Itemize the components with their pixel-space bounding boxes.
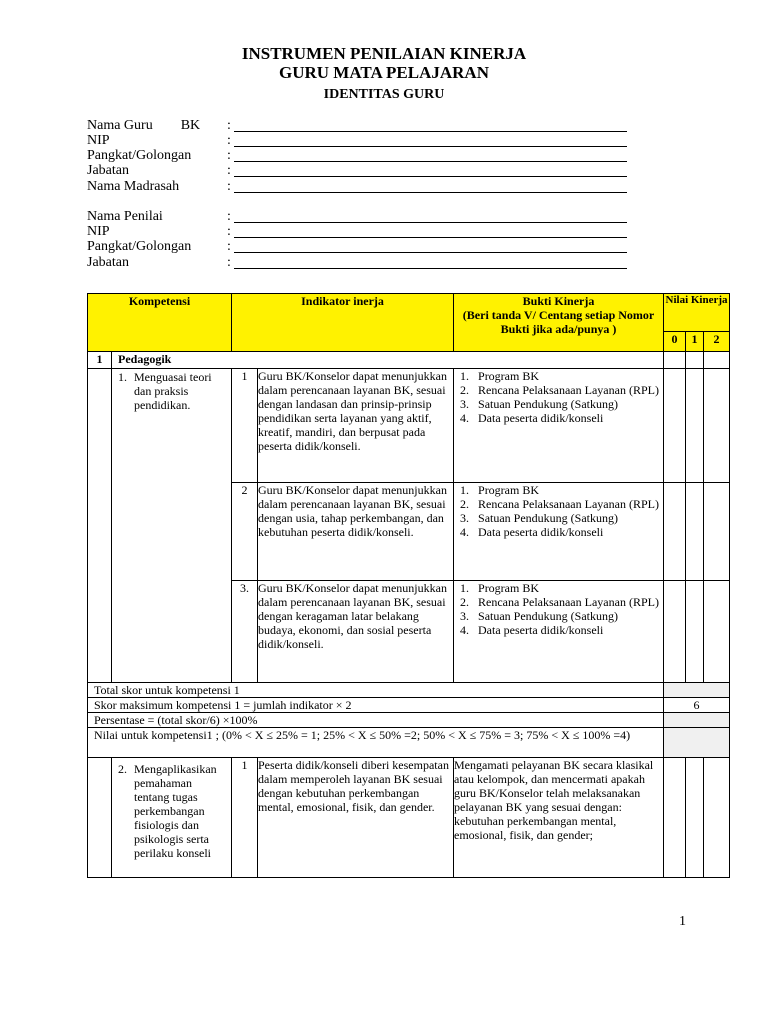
field-label: NIP (87, 224, 110, 239)
fill-line[interactable] (234, 179, 627, 193)
indikator-text: Guru BK/Konselor dapat menunjukkan dalam perencanaan layanan BK, sesuai dengan usia, tahap perkembangan, dan kebutuhan peserta didik/konseli. (258, 483, 454, 581)
fill-line[interactable] (234, 239, 627, 253)
header-bukti: Bukti Kinerja (Beri tanda V/ Centang setiap Nomor Bukti jika ada/punya ) (454, 294, 664, 352)
score-cell-0[interactable] (664, 758, 686, 878)
score-cell-2[interactable] (704, 758, 730, 878)
header-nilai-1: 1 (686, 332, 704, 352)
indikator-number: 1 (232, 758, 258, 878)
fill-line[interactable] (234, 163, 627, 177)
bukti-text: Mengamati pelayanan BK secara klasikal atau kelompok, dan mencermati apakah guru BK/Konselor telah melaksanakan pelayanan BK yang sesuai dengan: kebutuhan perkembangan mental, emosional, fisik, dan gender; (454, 758, 664, 878)
indikator-text: Peserta didik/konseli diberi kesempatan dalam memperoleh layanan BK sesuai dengan kebutuhan perkembangan mental, emosional, fisik, dan gender. (258, 758, 454, 878)
persentase-label: Persentase = (total skor/6) ×100% (88, 713, 664, 728)
header-kompetensi: Kompetensi (88, 294, 232, 352)
page-number: 1 (679, 914, 686, 929)
fill-line[interactable] (234, 148, 627, 162)
section-name: Pedagogik (112, 352, 664, 369)
persentase-value[interactable] (664, 713, 730, 728)
indikator-text: Guru BK/Konselor dapat menunjukkan dalam perencanaan layanan BK, sesuai dengan keragaman latar belakang budaya, ekonomi, dan sosial peserta didik/konseli. (258, 581, 454, 683)
score-cell-1[interactable] (686, 483, 704, 581)
score-cell-2[interactable] (704, 369, 730, 483)
doc-subtitle: GURU MATA PELAJARAN (279, 63, 489, 82)
score-cell-0[interactable] (664, 581, 686, 683)
score-cell-1[interactable] (686, 581, 704, 683)
indikator-number: 2 (232, 483, 258, 581)
kompetensi-2: 2. Mengaplikasikan pemahaman tentang tugas perkembangan fisiologis dan psikologis serta perilaku konseli (112, 758, 232, 878)
header-indikator: Indikator inerja (232, 294, 454, 352)
score-cell-1[interactable] (686, 758, 704, 878)
indikator-number: 3. (232, 581, 258, 683)
skor-maksimum-label: Skor maksimum kompetensi 1 = jumlah indikator × 2 (88, 698, 664, 713)
indikator-text: Guru BK/Konselor dapat menunjukkan dalam perencanaan layanan BK, sesuai dengan landasan dan prinsip-prinsip pendidikan serta layanan yang aktif, kreatif, mandiri, dan berpusat pada peserta didik/konseli. (258, 369, 454, 483)
header-nilai-0: 0 (664, 332, 686, 352)
nilai-kompetensi-label: Nilai untuk kompetensi1 ; (0% < X ≤ 25% = 1; 25% < X ≤ 50% =2; 50% < X ≤ 75% = 3; 75% < X ≤ 100% =4) (88, 728, 664, 758)
bukti-list: 1. Program BK 2. Rencana Pelaksanaan Layanan (RPL) 3. Satuan Pendukung (Satkung) 4. Data peserta didik/konseli (454, 483, 664, 581)
indikator-number: 1 (232, 369, 258, 483)
section-title-identitas: IDENTITAS GURU (323, 87, 445, 102)
fill-line[interactable] (234, 133, 627, 147)
field-label: Nama Guru BK (87, 118, 201, 133)
header-nilai: Nilai Kinerja (664, 294, 730, 332)
score-cell-0[interactable] (664, 369, 686, 483)
fill-line[interactable] (234, 118, 627, 132)
section-number: 1 (88, 352, 112, 369)
score-cell-2[interactable] (704, 483, 730, 581)
total-skor-label: Total skor untuk kompetensi 1 (88, 683, 664, 698)
doc-title: INSTRUMEN PENILAIAN KINERJA (241, 44, 527, 63)
field-label: Pangkat/Golongan (87, 239, 192, 254)
score-cell-0[interactable] (664, 483, 686, 581)
fill-line[interactable] (234, 255, 627, 269)
score-cell-1[interactable] (686, 369, 704, 483)
field-label: Nama Madrasah (87, 179, 180, 194)
field-label: Jabatan (87, 163, 129, 178)
bukti-list: 1. Program BK 2. Rencana Pelaksanaan Layanan (RPL) 3. Satuan Pendukung (Satkung) 4. Data peserta didik/konseli (454, 369, 664, 483)
header-nilai-2: 2 (704, 332, 730, 352)
field-label: Nama Penilai (87, 209, 163, 224)
bukti-list: 1. Program BK 2. Rencana Pelaksanaan Layanan (RPL) 3. Satuan Pendukung (Satkung) 4. Data peserta didik/konseli (454, 581, 664, 683)
total-skor-value[interactable] (664, 683, 730, 698)
field-label: NIP (87, 133, 110, 148)
assessment-table (87, 293, 730, 878)
score-cell-2[interactable] (704, 581, 730, 683)
fill-line[interactable] (234, 209, 627, 223)
field-label: Jabatan (87, 255, 129, 270)
nilai-kompetensi-value[interactable] (664, 728, 730, 758)
field-label: Pangkat/Golongan (87, 148, 192, 163)
fill-line[interactable] (234, 224, 627, 238)
skor-maksimum-value: 6 (664, 698, 730, 713)
kompetensi-1: 1. Menguasai teori dan praksis pendidikan. (112, 369, 232, 683)
